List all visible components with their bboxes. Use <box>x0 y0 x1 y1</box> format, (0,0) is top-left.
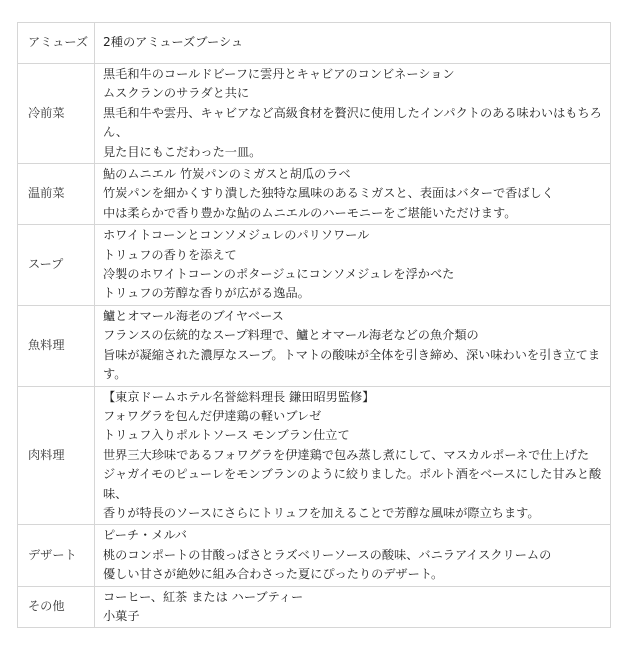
course-menu-table <box>17 22 611 628</box>
description-cell <box>95 164 611 225</box>
description-line: 鮎のムニエル 竹炭パンのミガスと胡瓜のラベ <box>103 167 351 182</box>
description-line: コーヒー、紅茶 または ハーブティー <box>103 589 304 604</box>
category-cell: その他 <box>18 586 95 628</box>
description-cell <box>95 386 611 525</box>
description-line: ピーチ・メルバ <box>103 528 187 543</box>
description-line: 冷製のホワイトコーンのポタージュにコンソメジュレを浮かべた <box>103 267 455 282</box>
description-line: ホワイトコーンとコンソメジュレのパリソワール <box>103 228 370 243</box>
description-line: ムスクランのサラダと共に <box>103 86 250 101</box>
description-cell <box>95 525 611 586</box>
category-cell: アミューズ <box>18 23 95 64</box>
description-cell <box>95 225 611 306</box>
category-cell: 冷前菜 <box>18 64 95 164</box>
description-cell <box>95 64 611 164</box>
table-row <box>18 64 611 164</box>
description-line: 旨味が凝縮された濃厚なスープ。トマトの酸味が全体を引き締め、深い味わいを引き立てます。 <box>103 347 601 382</box>
description-line: 2種のアミューズブーシュ <box>103 35 244 50</box>
table-row <box>18 23 611 64</box>
table-row <box>18 525 611 586</box>
description-line: フォワグラを包んだ伊達鶏の軽いブレゼ <box>103 408 322 423</box>
table-row <box>18 225 611 306</box>
description-line: トリュフの香りを添えて <box>103 247 237 262</box>
description-line: 中は柔らかで香り豊かな鮎のムニエルのハーモニーをご堪能いただけます。 <box>103 205 517 220</box>
description-line: 竹炭パンを細かくすり潰した独特な風味のあるミガスと、表面はバターで香ばしく <box>103 186 554 201</box>
category-cell: 温前菜 <box>18 164 95 225</box>
description-line: ジャガイモのピューレをモンブランのように絞りました。ポルト酒をベースにした甘みと酸味、 <box>103 467 602 501</box>
description-line: 【東京ドームホテル名誉総料理長 鎌田昭男監修】 <box>103 389 375 404</box>
description-line: 小菓子 <box>103 608 140 623</box>
description-line: 鱸とオマール海老のブイヤベース <box>103 308 284 323</box>
description-line: 香りが特長のソースにさらにトリュフを加えることで芳醇な風味が際立ちます。 <box>103 505 540 520</box>
description-line: 世界三大珍味であるフォワグラを伊達鶏で包み蒸し煮にして、マスカルポーネで仕上げた <box>103 447 590 462</box>
category-cell: 肉料理 <box>18 386 95 525</box>
description-cell <box>95 586 611 628</box>
table-row <box>18 386 611 525</box>
category-cell: 魚料理 <box>18 305 95 386</box>
category-cell: デザート <box>18 525 95 586</box>
description-line: 黒毛和牛や雲丹、キャビアなど高級食材を贅沢に使用したインパクトのある味わいはもちろん、 <box>103 105 602 140</box>
description-line: 優しい甘さが絶妙に組み合わさった夏にぴったりのデザート。 <box>103 567 444 582</box>
table-row <box>18 586 611 628</box>
description-line: 桃のコンポートの甘酸っぱさとラズベリーソースの酸味、バニラアイスクリームの <box>103 547 552 562</box>
description-line: 黒毛和牛のコールドビーフに雲丹とキャビアのコンビネーション <box>103 67 455 81</box>
description-line: フランスの伝統的なスープ料理で、鱸とオマール海老などの魚介類の <box>103 328 479 343</box>
description-line: トリュフ入りポルトソース モンブラン仕立て <box>103 428 350 443</box>
description-line: 見た目にもこだわった一皿。 <box>103 144 262 159</box>
description-cell <box>95 305 611 386</box>
category-cell: スープ <box>18 225 95 306</box>
table-row <box>18 164 611 225</box>
description-line: トリュフの芳醇な香りが広がる逸品。 <box>103 286 310 301</box>
description-cell <box>95 23 611 64</box>
table-row <box>18 305 611 386</box>
